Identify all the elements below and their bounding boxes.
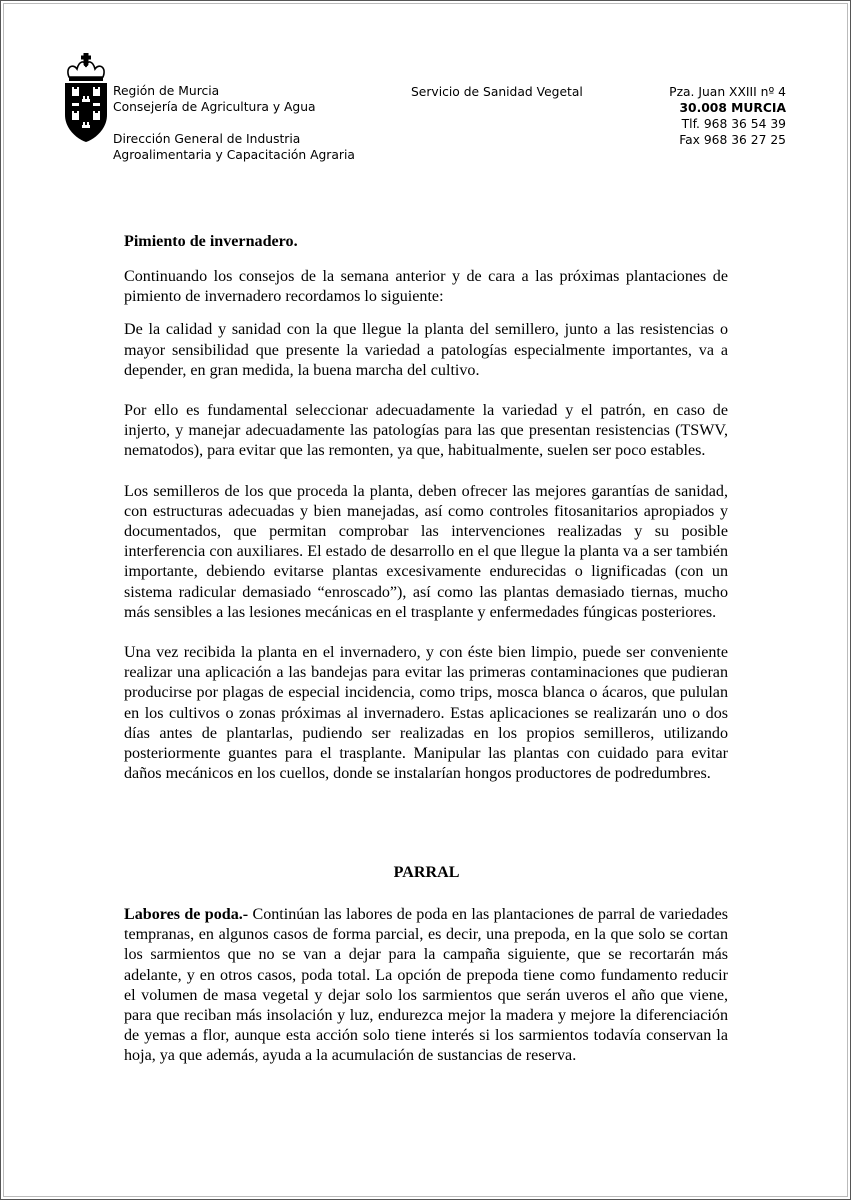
- paragraph-poda: [124, 905, 728, 1067]
- address-city: 30.008 MURCIA: [679, 101, 786, 115]
- dept-line-2: Agroalimentaria y Capacitación Agraria: [113, 148, 355, 162]
- header-contact: [669, 84, 786, 148]
- org-region: Región de Murcia: [113, 84, 220, 98]
- body-section-pimiento: [124, 267, 728, 797]
- body-section-parral: [124, 905, 728, 1080]
- header-service: Servicio de Sanidad Vegetal: [411, 85, 583, 99]
- region-coat-of-arms-icon: [63, 53, 109, 143]
- org-ministry: Consejería de Agricultura y Agua: [113, 100, 316, 114]
- paragraph-calidad: De la calidad y sanidad con la que llegue la planta del semillero, junto a las resistencias o mayor sensibilidad que presente la variedad a patologías especialmente importantes, va a depender, en gran medida, la buena marcha del cultivo.: [124, 321, 728, 379]
- fax-number: Fax 968 36 27 25: [679, 133, 786, 147]
- section-title-parral: PARRAL: [393, 864, 460, 881]
- paragraph-variedad: Por ello es fundamental seleccionar adecuadamente la variedad y el patrón, en caso de injerto, y manejar adecuadamente las patologías para las que presentan resistencias (TSWV, nematodos), para evitar que las remonten, ya que, habitualmente, suelen ser poco estables.: [124, 402, 728, 460]
- paragraph-poda-text: Continúan las labores de poda en las plantaciones de parral de variedades tempranas, en algunos casos de forma parcial, es decir, una prepoda, en la que solo se cortan los sarmientos que no se van a dejar para la campaña siguiente, que se recortarán más adelante, y en otros casos, poda total. La opción de prepoda tiene como fundamento reducir el volumen de masa vegetal y dejar solo los sarmientos que serán uveros el año que viene, para que reciban más insolación y luz, endurezca mejor la madera y mejore la diferenciación de yemas a flor, aunque esta acción solo tiene interés si los sarmientos todavía conservan la hoja, ya que además, ayuda a la acumulación de sustancias de reserva.: [124, 906, 728, 1065]
- paragraph-poda-lead: Labores de poda.-: [124, 906, 249, 923]
- address-street: Pza. Juan XXIII nº 4: [669, 85, 786, 99]
- paragraph-semilleros: Los semilleros de los que proceda la planta, deben ofrecer las mejores garantías de sanidad, con estructuras adecuadas y bien manejadas, así como controles fitosanitarios apropiados y documentados, que permitan comprobar las intervenciones realizadas y su posible interferencia con auxiliares. El estado de desarrollo en el que llegue la planta va a ser también importante, debiendo evitarse plantas excesivamente endurecidas o lignificadas (con un sistema radicular demasiado “enroscado”), así como las plantas demasiado tiernas, mucho más sensibles a las lesiones mecánicas en el trasplante y enfermedades fúngicas posteriores.: [124, 482, 728, 621]
- paragraph-aplicacion: Una vez recibida la planta en el invernadero, y con éste bien limpio, puede ser conveniente realizar una aplicación a las bandejas para evitar las primeras contaminaciones que pudieran producirse por plagas de especial incidencia, como trips, mosca blanca o ácaros, que pululan en los cultivos o zonas próximas al invernadero. Estas aplicaciones se realizarán uno o dos días antes de plantarlas, pudiendo ser realizadas en los propios semilleros, utilizando posteriormente guantes para el trasplante. Manipular las plantas con cuidado para evitar daños mecánicos en los cuellos, donde se instalarían hongos productores de podredumbres.: [124, 644, 728, 783]
- dept-line-1: Dirección General de Industria: [113, 132, 301, 146]
- phone-number: Tlf. 968 36 54 39: [681, 117, 786, 131]
- paragraph-intro: Continuando los consejos de la semana anterior y de cara a las próximas plantaciones de pimiento de invernadero recordamos lo siguiente:: [124, 268, 728, 306]
- header-organization: [113, 83, 355, 163]
- document-title: Pimiento de invernadero.: [124, 233, 298, 250]
